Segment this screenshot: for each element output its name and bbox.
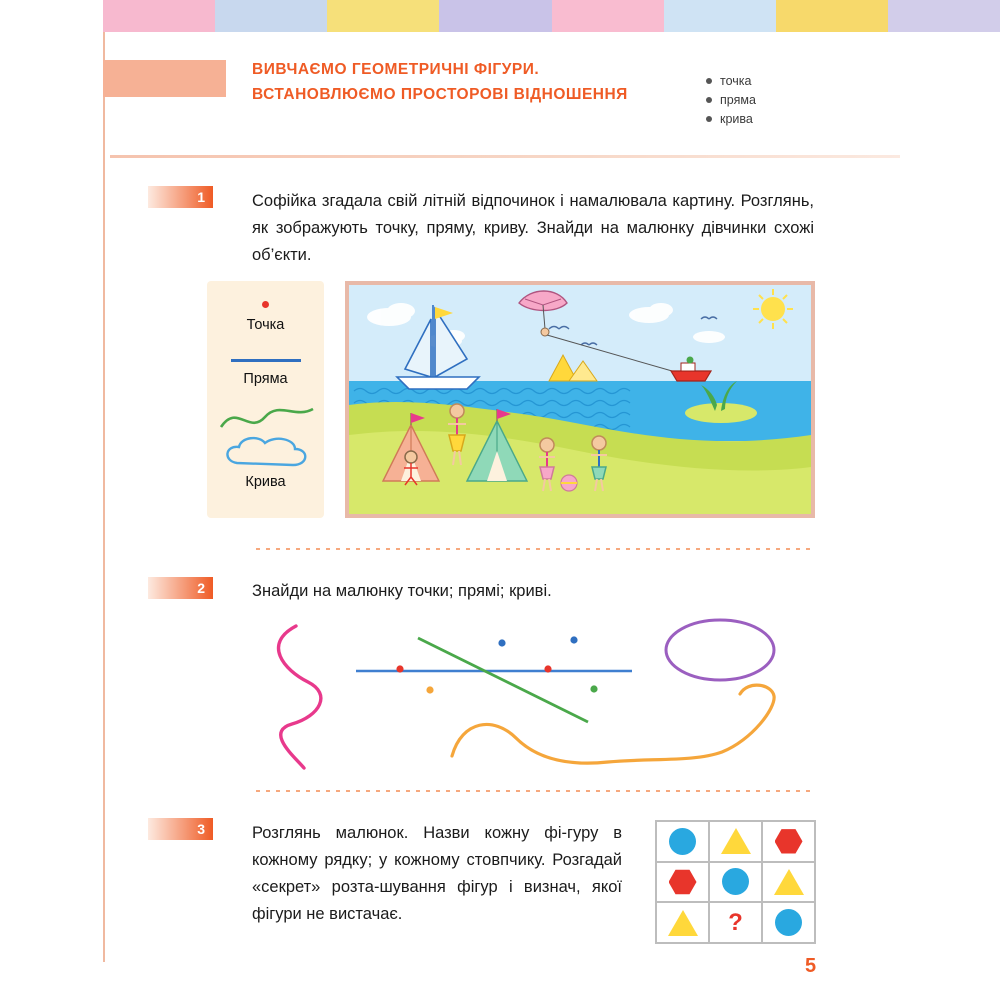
task-text-3: Розглянь малюнок. Назви кожну фі-гуру в кожному рядку; у кожному стовпчику. Розгадай «секрет» розта-шування фігур і визнач, якої фігури не вистачає. (252, 824, 622, 923)
purple-oval (666, 620, 774, 680)
strip-segment (776, 0, 888, 32)
triangle-shape-icon (721, 828, 751, 854)
dot (426, 686, 433, 693)
green-line (418, 638, 588, 722)
grid-cell (709, 821, 762, 862)
circle-shape-icon (669, 828, 696, 855)
grid-cell (709, 902, 762, 943)
header-divider (110, 155, 900, 158)
task-number-3: 3 (148, 818, 213, 840)
strip-segment (103, 0, 215, 32)
summer-scene-illustration (345, 281, 815, 518)
grid-cell (656, 821, 709, 862)
grid-cell (709, 862, 762, 903)
dot (590, 685, 597, 692)
strip-segment (552, 0, 664, 32)
strip-segment (215, 0, 327, 32)
legend-point-label: Точка (246, 317, 285, 333)
keyword-item: пряма (706, 91, 856, 110)
legend-line-label: Пряма (243, 371, 288, 387)
dot (544, 665, 551, 672)
scene-svg (349, 285, 811, 514)
pink-curve (279, 626, 321, 768)
strip-segment (327, 0, 439, 32)
keyword-item: крива (706, 110, 856, 129)
line-icon (231, 359, 301, 362)
hexagon-shape-icon (775, 828, 803, 854)
shape-grid (655, 820, 816, 944)
grid-cell (762, 862, 815, 903)
triangle-shape-icon (668, 910, 698, 936)
page-number: 5 (805, 955, 817, 977)
point-icon (262, 301, 269, 308)
dot (570, 636, 577, 643)
dot (396, 665, 403, 672)
lines-and-curves-figure (256, 612, 816, 777)
keyword-item: точка (706, 72, 856, 91)
circle-shape-icon (775, 909, 802, 936)
task-text-2: Знайди на малюнку точки; прямі; криві. (252, 582, 552, 600)
hexagon-shape-icon (669, 869, 697, 895)
grid-cell (762, 821, 815, 862)
strip-segment (888, 0, 1000, 32)
legend-box (207, 281, 324, 518)
top-color-strip (103, 0, 1000, 32)
grid-cell (656, 862, 709, 903)
question-mark-icon: ? (728, 908, 743, 936)
header-keyword-list (706, 72, 856, 129)
section-separator-1 (256, 548, 812, 550)
orange-closed-curve (452, 685, 774, 763)
triangle-shape-icon (774, 869, 804, 895)
curve-icon (217, 401, 317, 437)
task-text-1: Софійка згадала свій літній відпочинок і намалювала картину. Розглянь, як зображують точку, пряму, криву. Знайди на малюнку дівчинки схожі об’єкти. (252, 192, 814, 264)
header-color-swatch (103, 60, 226, 97)
page-title: ВИВЧАЄМО ГЕОМЕТРИЧНІ ФІГУРИ. ВСТАНОВЛЮЄМО ПРОСТОРОВІ ВІДНОШЕННЯ (252, 61, 628, 103)
left-margin-rule (103, 32, 105, 962)
figure-svg (256, 612, 816, 777)
dot (498, 639, 505, 646)
strip-segment (439, 0, 551, 32)
task-number-2: 2 (148, 577, 213, 599)
cloud-curve-icon (221, 433, 313, 473)
grid-cell (656, 902, 709, 943)
strip-segment (664, 0, 776, 32)
task-number-1: 1 (148, 186, 213, 208)
legend-curve-label: Крива (245, 474, 286, 490)
circle-shape-icon (722, 868, 749, 895)
section-separator-2 (256, 790, 812, 792)
grid-cell (762, 902, 815, 943)
